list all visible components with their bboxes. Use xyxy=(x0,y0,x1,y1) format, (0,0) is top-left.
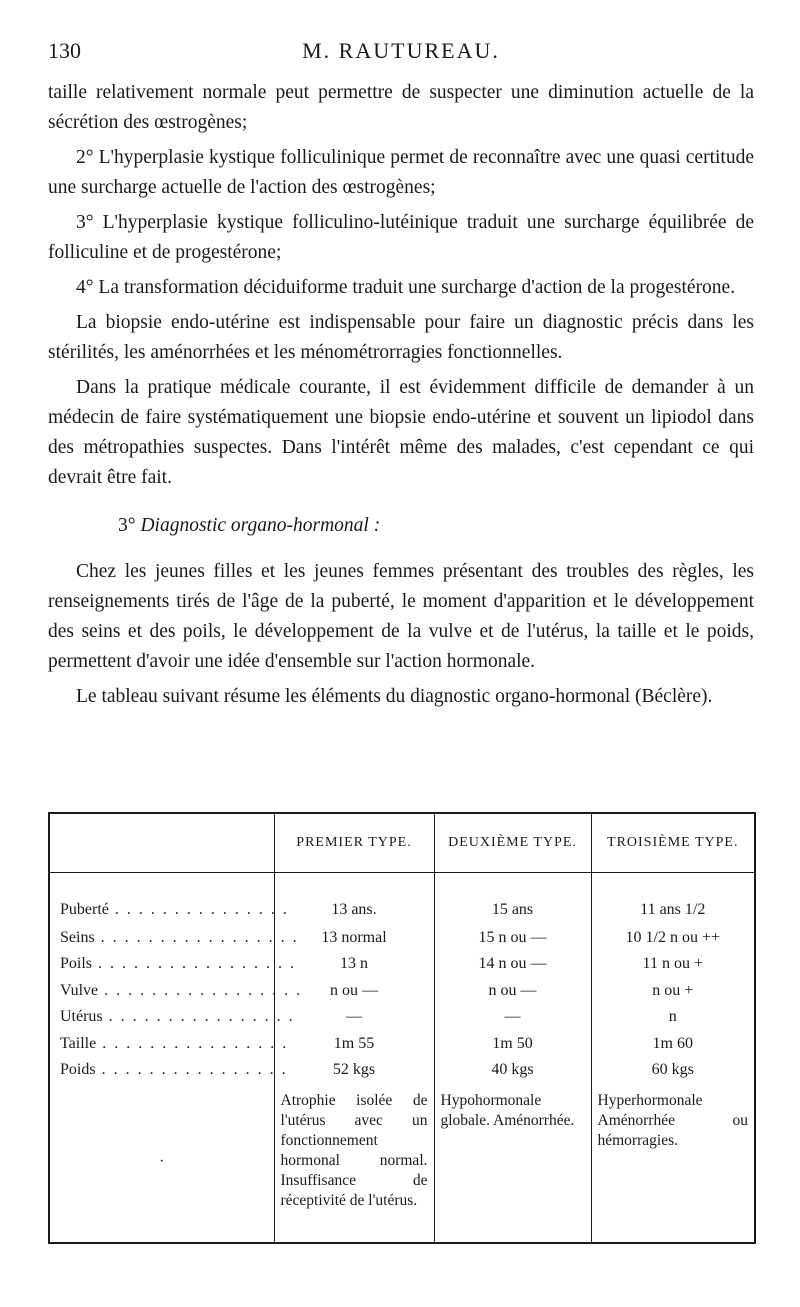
row-label: Vulve . . . . . . . . . . . . . . . . . xyxy=(60,981,303,999)
row-label: Puberté . . . . . . . . . . . . . . . xyxy=(60,900,289,918)
page-number: 130 xyxy=(48,38,81,63)
body-text xyxy=(48,78,754,717)
cell-type-1: n ou — xyxy=(274,978,434,1004)
paragraph: Dans la pratique médicale courante, il est évidemment difficile de demander à un médecin de faire systématiquement une biopsie endo-utérine et souvent un lipiodol dans des métropathies suspectes. Dans l'intérêt même des malades, c'est cependant ce qui devrait être fait. xyxy=(48,377,754,488)
running-head: M. RAUTUREAU. xyxy=(302,38,500,63)
cell-type-2: 1m 50 xyxy=(434,1030,591,1056)
paragraph: Chez les jeunes filles et les jeunes femmes présentant des troubles des règles, les renseignements tirés de l'âge de la puberté, le moment d'apparition et le développement des seins et des poils, le développement de la vulve et de l'utérus, la taille et le poids, permettent d'avoir une idée d'ensemble sur l'action hormonale. xyxy=(48,561,754,672)
table-row xyxy=(49,873,755,925)
row-label: Utérus . . . . . . . . . . . . . . . . xyxy=(60,1008,295,1026)
cell-type-1: 13 n xyxy=(274,951,434,977)
cell-type-2: 14 n ou — xyxy=(434,951,591,977)
row-label: Poils . . . . . . . . . . . . . . . . . xyxy=(60,955,297,973)
paragraph: taille relativement normale peut permettre de suspecter une diminution actuelle de la sécrétion des œstrogènes; xyxy=(48,82,754,133)
section-heading xyxy=(48,511,754,541)
note-type-2: Hypohormonale globale. Aménorrhée. xyxy=(434,1083,591,1243)
cell-type-2: 15 ans xyxy=(434,873,591,925)
row-label: Taille . . . . . . . . . . . . . . . . xyxy=(60,1034,289,1052)
section-number: 3° xyxy=(118,515,136,536)
cell-type-3: n xyxy=(591,1004,755,1030)
note-type-3: Hyperhormonale Aménorrhée ou hémorragies. xyxy=(591,1083,755,1243)
table-header-row xyxy=(49,813,755,873)
header-type-2: DEUXIÈME TYPE. xyxy=(434,813,591,873)
cell-type-1: 52 kgs xyxy=(274,1057,434,1083)
table-row xyxy=(49,1057,755,1083)
cell-type-3: n ou + xyxy=(591,978,755,1004)
cell-type-1: 13 ans. xyxy=(274,873,434,925)
cell-type-1: 1m 55 xyxy=(274,1030,434,1056)
table-row xyxy=(49,951,755,977)
cell-type-3: 11 ans 1/2 xyxy=(591,873,755,925)
table-row xyxy=(49,1030,755,1056)
cell-type-1: 13 normal xyxy=(274,925,434,951)
cell-type-2: — xyxy=(434,1004,591,1030)
paragraph: 2° L'hyperplasie kystique folliculinique permet de reconnaître avec une quasi certitude une surcharge actuelle de l'action des œstrogènes; xyxy=(48,147,754,198)
notes-marker: · xyxy=(159,1152,165,1170)
cell-type-2: 40 kgs xyxy=(434,1057,591,1083)
paragraph: 3° L'hyperplasie kystique folliculino-lutéinique traduit une surcharge équilibrée de folliculine et de progestérone; xyxy=(48,212,754,263)
row-label: Seins . . . . . . . . . . . . . . . . . xyxy=(60,928,299,946)
section-title: Diagnostic organo-hormonal : xyxy=(140,515,381,536)
cell-type-2: n ou — xyxy=(434,978,591,1004)
table-notes-row xyxy=(49,1083,755,1243)
cell-type-3: 10 1/2 n ou ++ xyxy=(591,925,755,951)
row-label: Poids . . . . . . . . . . . . . . . . xyxy=(60,1061,288,1079)
table-row xyxy=(49,978,755,1004)
cell-type-1: — xyxy=(274,1004,434,1030)
header-type-3: TROISIÈME TYPE. xyxy=(591,813,755,873)
cell-type-3: 60 kgs xyxy=(591,1057,755,1083)
header-type-1: PREMIER TYPE. xyxy=(274,813,434,873)
cell-type-3: 11 n ou + xyxy=(591,951,755,977)
paragraph: La biopsie endo-utérine est indispensable pour faire un diagnostic précis dans les stérilités, les aménorrhées et les ménométrorragies fonctionnelles. xyxy=(48,312,754,363)
paragraph: Le tableau suivant résume les éléments du diagnostic organo-hormonal (Béclère). xyxy=(76,686,713,707)
header-empty xyxy=(49,813,274,873)
cell-type-3: 1m 60 xyxy=(591,1030,755,1056)
page-header xyxy=(48,38,754,68)
paragraph: 4° La transformation déciduiforme traduit une surcharge d'action de la progestérone. xyxy=(76,277,736,298)
note-type-1: Atrophie isolée de l'utérus avec un fonctionnement hormonal normal. Insuffisance de réceptivité de l'utérus. xyxy=(274,1083,434,1243)
table-row xyxy=(49,925,755,951)
diagnostic-table xyxy=(48,812,756,1244)
cell-type-2: 15 n ou — xyxy=(434,925,591,951)
table-row xyxy=(49,1004,755,1030)
